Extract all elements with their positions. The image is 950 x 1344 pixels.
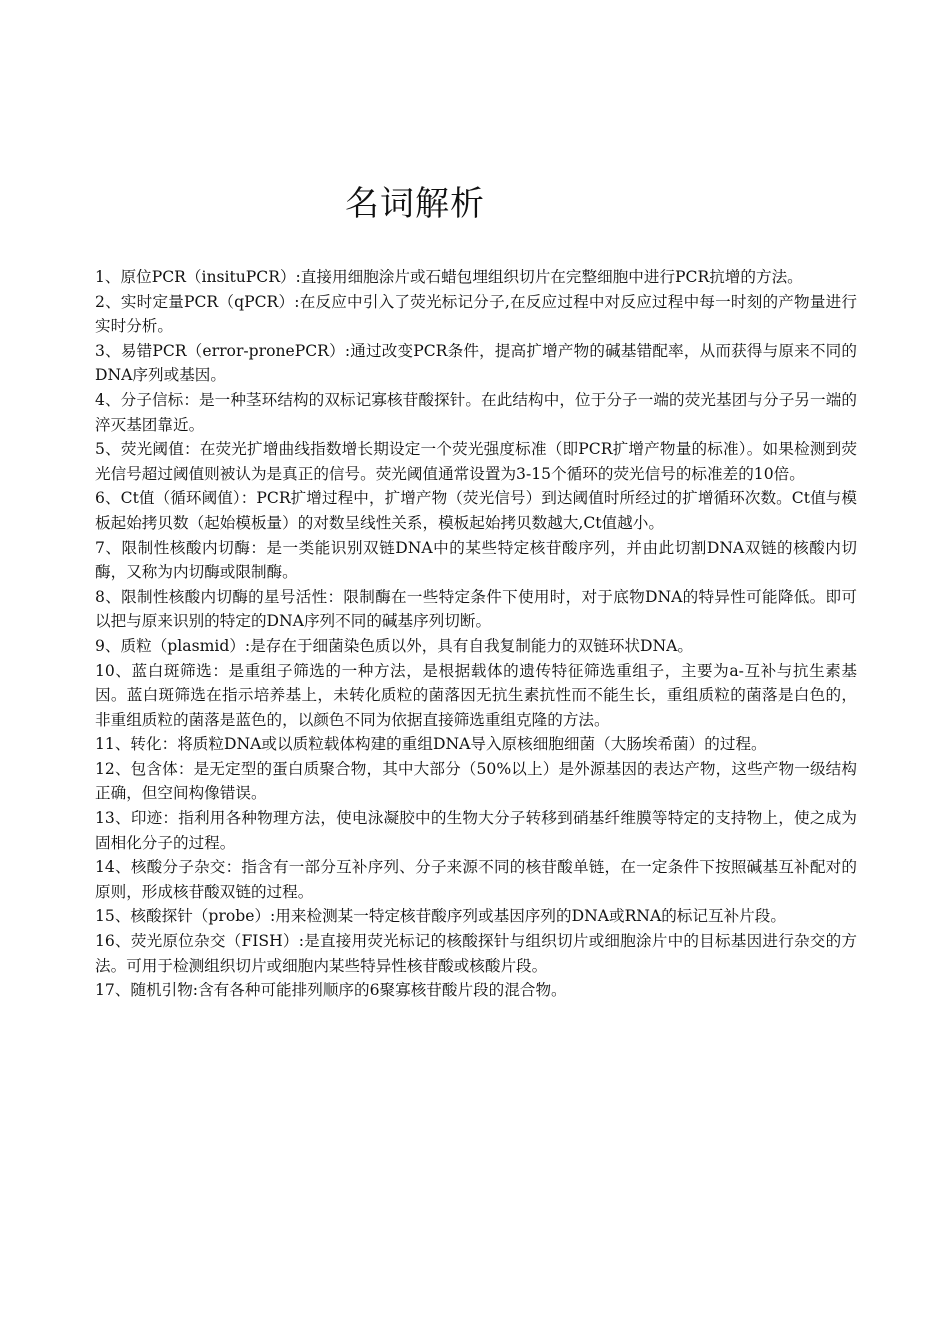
term-entry: 17、随机引物:含有各种可能排列顺序的6聚寡核苷酸片段的混合物。 bbox=[95, 981, 567, 1000]
term-entry: 15、核酸探针（probe）:用来检测某一特定核苷酸序列或基因序列的DNA或RNA的标记互补片段。 bbox=[95, 907, 786, 926]
term-entry: 5、荧光阈值：在荧光扩增曲线指数增长期设定一个荧光强度标准（即PCR扩增产物量的标准）。如果检测到荧光信号超过阈值则被认为是真正的信号。荧光阈值通常设置为3-15个循环的荧光信号的标准差的10倍。 bbox=[95, 440, 857, 483]
term-entry: 4、分子信标：是一种茎环结构的双标记寡核苷酸探针。在此结构中，位于分子一端的荧光基团与分子另一端的淬灭基团靠近。 bbox=[95, 390, 857, 434]
term-entry: 2、实时定量PCR（qPCR）:在反应中引入了荧光标记分子,在反应过程中对反应过程中每一时刻的产物量进行实时分析。 bbox=[95, 292, 857, 336]
term-entry: 1、原位PCR（insituPCR）:直接用细胞涂片或石蜡包埋组织切片在完整细胞中进行PCR抗增的方法。 bbox=[95, 268, 803, 286]
term-entry: 16、荧光原位杂交（FISH）:是直接用荧光标记的核酸探针与组织切片或细胞涂片中的目标基因进行杂交的方法。可用于检测组织切片或细胞内某些特异性核苷酸或核酸片段。 bbox=[95, 932, 857, 975]
term-entry: 10、蓝白斑筛选：是重组子筛选的一种方法，是根据载体的遗传特征筛选重组子，主要为a-互补与抗生素基因。蓝白斑筛选在指示培养基上，未转化质粒的菌落因无抗生素抗性而不能生长，重组质粒的菌落是白色的，非重组质粒的菌落是蓝色的，以颜色不同为依据直接筛选重组克隆的方法。 bbox=[95, 661, 857, 729]
term-entry: 8、限制性核酸内切酶的星号活性：限制酶在一些特定条件下使用时，对于底物DNA的特异性可能降低。即可以把与原来识别的特定的DNA序列不同的碱基序列切断。 bbox=[95, 587, 857, 631]
term-entry: 12、包含体：是无定型的蛋白质聚合物，其中大部分（50%以上）是外源基因的表达产物，这些产物一级结构正确，但空间构像错误。 bbox=[95, 759, 857, 803]
term-entry: 9、质粒（plasmid）:是存在于细菌染色质以外，具有自我复制能力的双链环状DNA。 bbox=[95, 636, 694, 655]
term-entry: 14、核酸分子杂交：指含有一部分互补序列、分子来源不同的核苷酸单链，在一定条件下按照碱基互补配对的原则，形成核苷酸双链的过程。 bbox=[95, 858, 857, 901]
term-entry: 7、限制性核酸内切酶：是一类能识别双链DNA中的某些特定核苷酸序列，并由此切割DNA双链的核酸内切酶，又称为内切酶或限制酶。 bbox=[95, 538, 857, 582]
term-entry: 11、转化：将质粒DNA或以质粒载体构建的重组DNA导入原核细胞细菌（大肠埃希菌）的过程。 bbox=[95, 735, 767, 754]
term-entry: 3、易错PCR（error-pronePCR）:通过改变PCR条件，提高扩增产物的碱基错配率，从而获得与原来不同的DNA序列或基因。 bbox=[95, 341, 857, 385]
term-entry: 13、印迹：指利用各种物理方法，使电泳凝胶中的生物大分子转移到硝基纤维膜等特定的支持物上，使之成为固相化分子的过程。 bbox=[95, 809, 857, 852]
term-entry: 6、Ct值（循环阈值）：PCR扩增过程中，扩增产物（荧光信号）到达阈值时所经过的扩增循环次数。Ct值与模板起始拷贝数（起始模板量）的对数呈线性关系，模板起始拷贝数越大,Ct值越小。 bbox=[95, 489, 857, 532]
term-list bbox=[95, 265, 857, 1003]
page-title: 名词解析 bbox=[345, 184, 485, 224]
